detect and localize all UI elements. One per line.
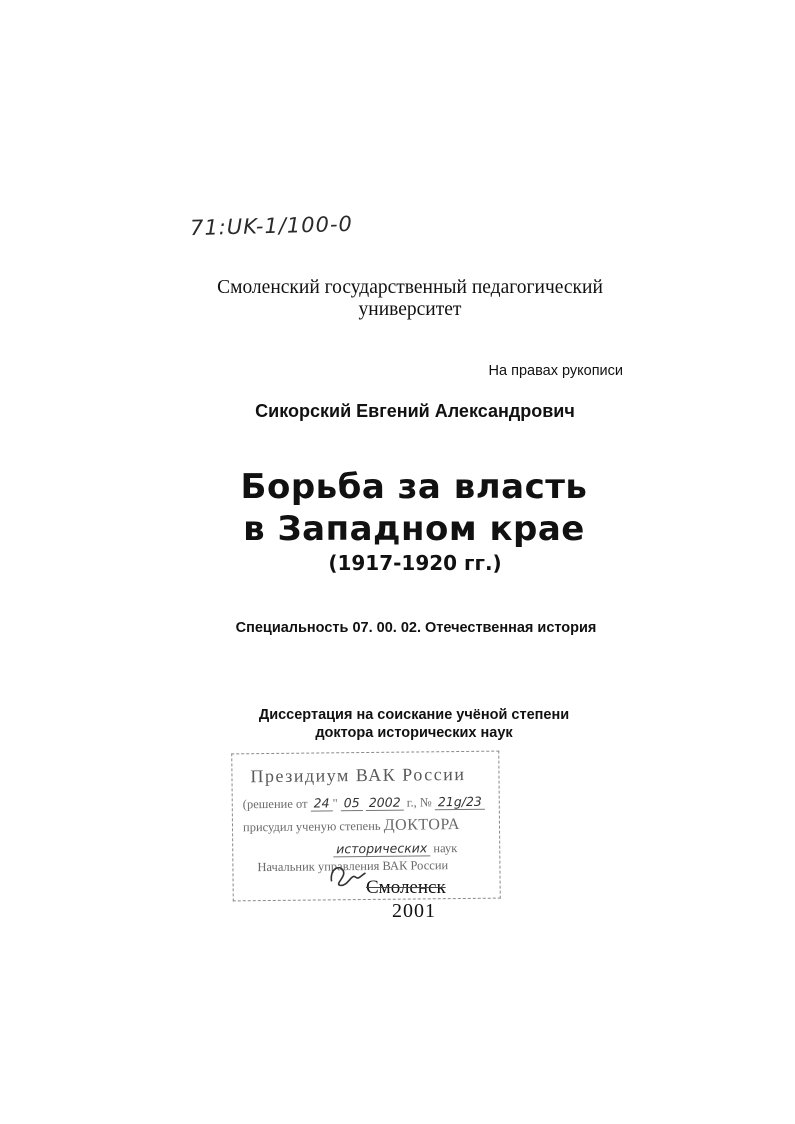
stamp-decision-month: 05: [341, 795, 363, 811]
title-line-1: Борьба за власть: [240, 467, 588, 507]
rights-note: На правах рукописи: [488, 363, 623, 379]
stamp-decision-prefix: (решение от: [242, 796, 308, 812]
city: Смоленск: [366, 877, 446, 898]
author-name: Сикорский Евгений Александрович: [255, 401, 575, 421]
signature-icon: [325, 859, 367, 889]
specialty: Специальность 07. 00. 02. Отечественная история: [235, 620, 597, 636]
dissertation-line-2: доктора исторических наук: [315, 725, 513, 741]
university-name: [150, 277, 670, 321]
stamp-title: Президиум ВАК России: [250, 763, 466, 787]
stamp-office-line: Начальник управления ВАК России: [257, 858, 449, 875]
stamp-field-handwritten: исторических: [333, 840, 430, 857]
title-line-2: в Западном крае: [243, 509, 585, 549]
university-line-1: Смоленский государственный педагогический: [217, 277, 603, 298]
stamp-decision-number: 21g/23: [435, 794, 485, 811]
title-years: (1917-1920 гг.): [328, 551, 502, 575]
stamp-field-line: [333, 840, 457, 857]
dissertation-degree: [150, 706, 678, 742]
stamp-awarded-label: присудил ученую степень: [242, 818, 381, 835]
stamp-awarded-line: [243, 816, 460, 836]
university-line-2: университет: [358, 299, 462, 320]
handwritten-code: 71:UK-1/100-0: [189, 211, 354, 241]
stamp-decision-line: (решение от 24 " 05 2002 г., № 21g/23: [243, 794, 485, 813]
stamp-decision-day: 24: [311, 795, 333, 811]
dissertation-title: [150, 466, 678, 550]
stamp-field-suffix: наук: [433, 841, 458, 856]
stamp-degree: ДОКТОРА: [383, 816, 460, 834]
stamp-decision-year: 2002: [366, 795, 404, 811]
stamp-decision-g: г., №: [406, 795, 432, 810]
year: 2001: [392, 900, 436, 922]
dissertation-line-1: Диссертация на соискание учёной степени: [258, 707, 570, 723]
